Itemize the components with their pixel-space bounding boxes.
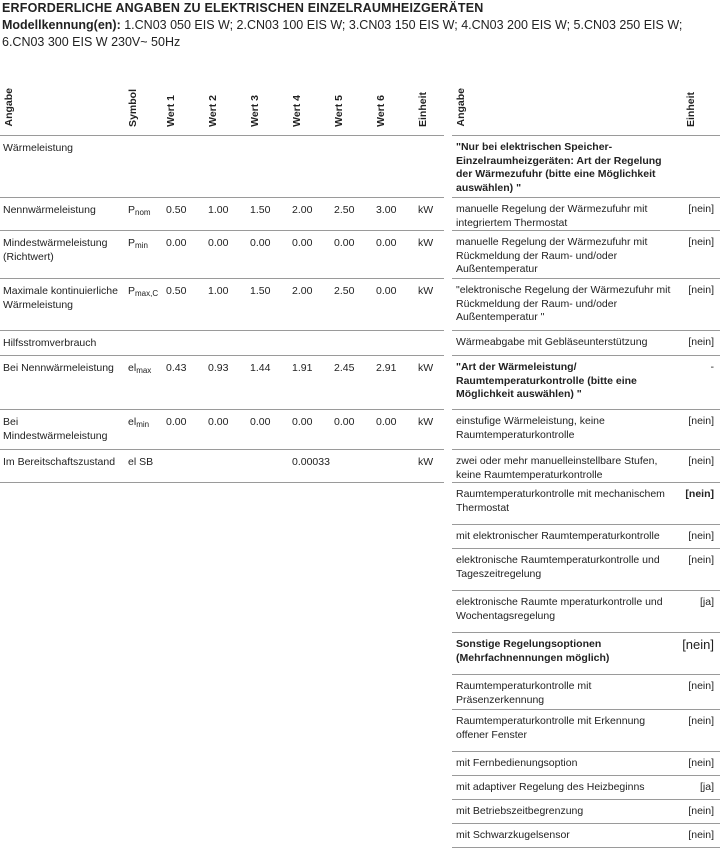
control-option-text: mit elektronischer Raumtemperaturkontrolle	[456, 530, 660, 542]
value-wert-1: 0.50	[166, 285, 187, 297]
row-unit: kW	[418, 237, 434, 249]
table-row	[452, 710, 720, 752]
value-wert-3: 1.50	[250, 285, 271, 297]
value-wert-3: 1.44	[250, 362, 271, 374]
control-option-text: "elektronische Regelung der Wärmezufuhr mit Rückmeldung der Raum- und/oder Außentemperatur "	[456, 284, 671, 323]
control-option-text: manuelle Regelung der Wärmezufuhr mit integriertem Thermostat	[456, 203, 648, 229]
row-label: Im Bereitschaftszustand	[3, 456, 116, 468]
table-row	[0, 356, 444, 410]
value-wert-1: 0.43	[166, 362, 187, 374]
control-option-value: [nein]	[688, 757, 714, 769]
header-einheit-right: Einheit	[685, 91, 697, 127]
table-row	[0, 279, 444, 331]
symbol-main: P	[128, 285, 136, 297]
row-label: Wärmeleistung	[3, 142, 74, 154]
row-label: Mindestwärmeleistung (Richtwert)	[3, 237, 108, 263]
value-wert-4: 0.00033	[292, 456, 330, 468]
control-option-value: [nein]	[688, 203, 714, 215]
table-row	[452, 356, 720, 410]
table-row	[0, 136, 444, 198]
control-option-text: "Art der Wärmeleistung/ Raumtemperaturkontrolle (bitte eine Möglichkeit auswählen) "	[456, 361, 637, 400]
table-row	[452, 591, 720, 633]
value-wert-6: 3.00	[376, 204, 397, 216]
symbol-main: P	[128, 204, 136, 216]
value-wert-6: 2.91	[376, 362, 397, 374]
value-wert-6: 0.00	[376, 285, 397, 297]
model-text: 1.CN03 050 EIS W; 2.CN03 100 EIS W; 3.CN03 150 EIS W; 4.CN03 200 EIS W; 5.CN03 250 EIS W; 6.CN03 300 EIS W 230V~ 50Hz	[2, 18, 683, 49]
row-label: Hilfsstromverbrauch	[3, 337, 97, 349]
table-row	[0, 198, 444, 231]
header-wert-2: Wert 2	[207, 95, 219, 127]
row-symbol	[128, 416, 149, 430]
table-row	[452, 800, 720, 824]
value-wert-5: 2.50	[334, 285, 355, 297]
row-label: Bei Mindestwärmeleistung	[3, 416, 108, 442]
value-wert-6: 0.00	[376, 237, 397, 249]
value-wert-2: 1.00	[208, 204, 229, 216]
symbol-main: el SB	[128, 456, 154, 468]
row-symbol	[128, 237, 148, 251]
control-option-value: [nein]	[688, 829, 714, 841]
row-symbol	[128, 204, 151, 218]
value-wert-5: 2.50	[334, 204, 355, 216]
table-row	[452, 231, 720, 279]
control-option-value: [nein]	[682, 637, 714, 652]
table-row	[452, 525, 720, 549]
row-unit: kW	[418, 416, 434, 428]
right-table	[452, 87, 720, 848]
control-option-text: Raumtemperaturkontrolle mit mechanischem Thermostat	[456, 488, 665, 514]
row-symbol	[128, 456, 153, 470]
table-row	[0, 410, 444, 450]
control-option-text: Wärmeabgabe mit Gebläseunterstützung	[456, 336, 648, 348]
value-wert-4: 2.00	[292, 204, 313, 216]
control-option-text: mit Fernbedienungsoption	[456, 757, 578, 769]
value-wert-2: 1.00	[208, 285, 229, 297]
table-row	[452, 279, 720, 331]
control-option-value: [nein]	[688, 715, 714, 727]
left-table-body	[0, 136, 444, 483]
symbol-sub: max,C	[135, 289, 159, 298]
header-einheit: Einheit	[417, 91, 429, 127]
table-row	[452, 198, 720, 231]
value-wert-2: 0.00	[208, 416, 229, 428]
control-option-value: -	[710, 361, 714, 373]
value-wert-3: 0.00	[250, 237, 271, 249]
value-wert-3: 1.50	[250, 204, 271, 216]
table-row	[0, 231, 444, 279]
model-identifiers	[2, 17, 718, 51]
table-row	[0, 331, 444, 356]
control-option-text: "Nur bei elektrischen Speicher-Einzelraumheizgeräten: Art der Regelung der Wärmezufuhr (bitte eine Möglichkeit auswählen) "	[456, 141, 662, 194]
control-option-text: Raumtemperaturkontrolle mit Erkennung offener Fenster	[456, 715, 646, 741]
control-option-text: zwei oder mehr manuelleinstellbare Stufen, keine Raumtemperaturkontrolle	[456, 455, 658, 481]
symbol-sub: min	[135, 241, 148, 250]
table-row	[452, 331, 720, 356]
page-title: ERFORDERLICHE ANGABEN ZU ELEKTRISCHEN EINZELRAUMHEIZGERÄTEN	[2, 1, 484, 15]
value-wert-3: 0.00	[250, 416, 271, 428]
table-row	[452, 136, 720, 198]
control-option-value: [nein]	[688, 530, 714, 542]
row-label: Nennwärmeleistung	[3, 204, 96, 216]
table-row	[452, 633, 720, 675]
header-wert-3: Wert 3	[249, 95, 261, 127]
table-row	[452, 483, 720, 525]
table-row	[452, 410, 720, 450]
value-wert-1: 0.00	[166, 416, 187, 428]
row-symbol	[128, 362, 151, 376]
symbol-main: el	[128, 362, 137, 374]
header-wert-4: Wert 4	[291, 95, 303, 127]
symbol-sub: max	[136, 366, 152, 375]
row-label: Maximale kontinuierliche Wärmeleistung	[3, 285, 118, 311]
header-wert-1: Wert 1	[165, 95, 177, 127]
control-option-text: manuelle Regelung der Wärmezufuhr mit Rückmeldung der Raum- und/oder Außentemperatur	[456, 236, 648, 275]
row-unit: kW	[418, 362, 434, 374]
control-option-value: [nein]	[688, 805, 714, 817]
control-option-text: einstufige Wärmeleistung, keine Raumtemperaturkontrolle	[456, 415, 605, 441]
control-option-value: [nein]	[688, 680, 714, 692]
value-wert-4: 0.00	[292, 416, 313, 428]
control-option-text: elektronische Raumtemperaturkontrolle und Tageszeitregelung	[456, 554, 660, 580]
control-option-text: mit adaptiver Regelung des Heizbeginns	[456, 781, 645, 793]
header-wert-5: Wert 5	[333, 95, 345, 127]
value-wert-4: 0.00	[292, 237, 313, 249]
header-angabe-right: Angabe	[455, 88, 467, 127]
row-symbol	[128, 285, 158, 299]
value-wert-4: 1.91	[292, 362, 313, 374]
control-option-value: [ja]	[699, 596, 714, 608]
control-option-value: [nein]	[685, 488, 714, 500]
header-symbol: Symbol	[127, 89, 139, 127]
row-unit: kW	[418, 285, 434, 297]
control-option-text: elektronische Raumte mperaturkontrolle und Wochentagsregelung	[456, 596, 663, 622]
value-wert-5: 2.45	[334, 362, 355, 374]
right-table-body	[452, 136, 720, 848]
control-option-text: Sonstige Regelungsoptionen (Mehrfachnennungen möglich)	[456, 638, 610, 664]
control-option-value: [nein]	[688, 554, 714, 566]
row-unit: kW	[418, 204, 434, 216]
symbol-main: el	[128, 416, 137, 428]
left-header-row	[0, 87, 444, 136]
control-option-text: mit Schwarzkugelsensor	[456, 829, 570, 841]
table-row	[452, 675, 720, 710]
table-row	[452, 549, 720, 591]
table-row	[0, 450, 444, 483]
value-wert-4: 2.00	[292, 285, 313, 297]
value-wert-5: 0.00	[334, 416, 355, 428]
control-option-value: [nein]	[688, 284, 714, 296]
table-row	[452, 824, 720, 848]
control-option-value: [nein]	[688, 455, 714, 467]
right-header-row	[452, 87, 720, 136]
value-wert-2: 0.93	[208, 362, 229, 374]
control-option-value: [nein]	[688, 415, 714, 427]
row-label: Bei Nennwärmeleistung	[3, 362, 114, 374]
model-label: Modellkennung(en):	[2, 18, 121, 32]
value-wert-5: 0.00	[334, 237, 355, 249]
left-table	[0, 87, 444, 483]
control-option-text: mit Betriebszeitbegrenzung	[456, 805, 584, 817]
row-unit: kW	[418, 456, 434, 468]
table-row	[452, 752, 720, 776]
table-row	[452, 450, 720, 483]
symbol-sub: min	[136, 420, 150, 429]
symbol-main: P	[128, 237, 136, 249]
control-option-value: [nein]	[688, 236, 714, 248]
header-angabe: Angabe	[3, 88, 15, 127]
control-option-value: [nein]	[688, 336, 714, 348]
value-wert-1: 0.00	[166, 237, 187, 249]
table-row	[452, 776, 720, 800]
header-wert-6: Wert 6	[375, 95, 387, 127]
value-wert-1: 0.50	[166, 204, 187, 216]
symbol-sub: nom	[135, 208, 151, 217]
control-option-text: Raumtemperaturkontrolle mit Präsenzerkennung	[456, 680, 592, 706]
value-wert-2: 0.00	[208, 237, 229, 249]
control-option-value: [ja]	[699, 781, 714, 793]
value-wert-6: 0.00	[376, 416, 397, 428]
